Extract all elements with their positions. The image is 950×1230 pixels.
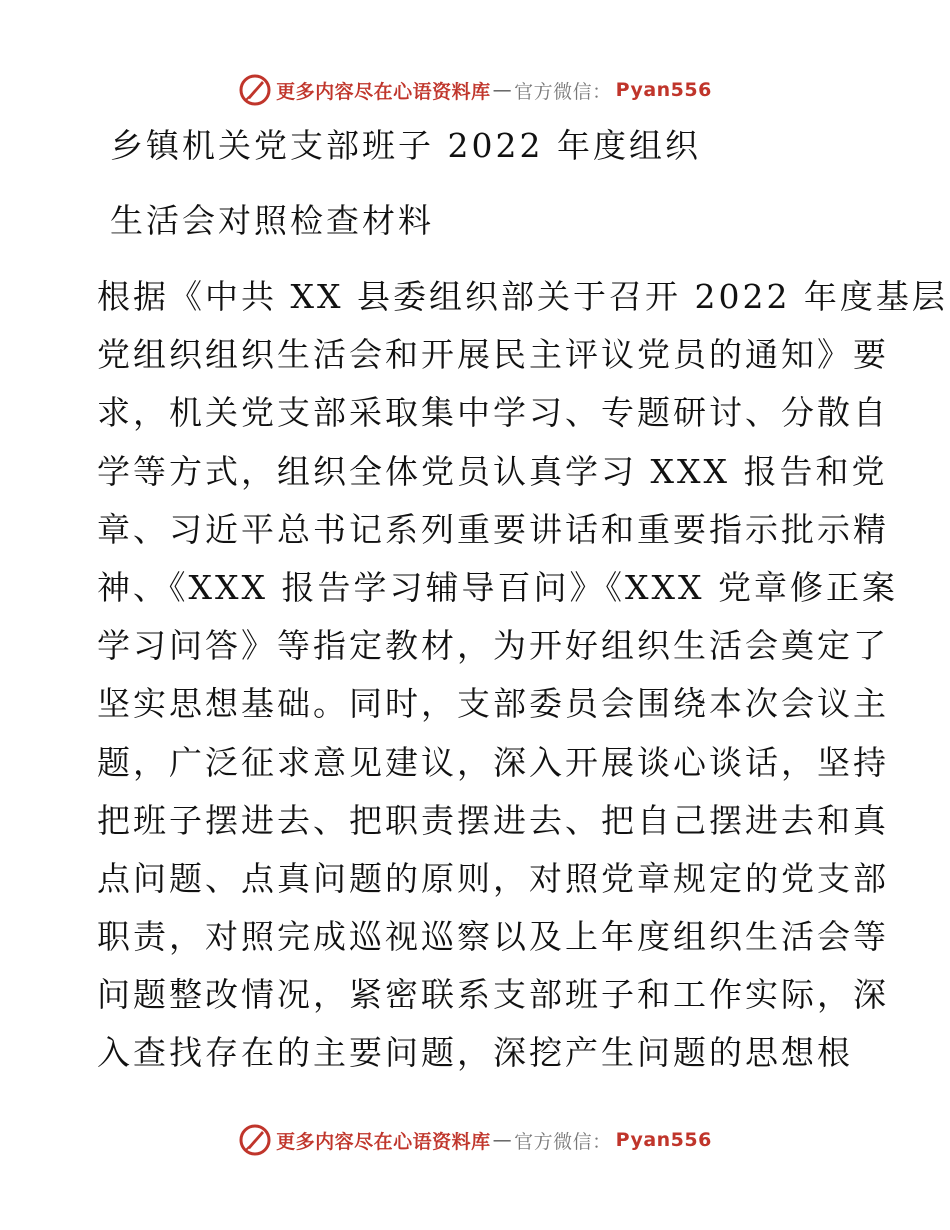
body-line: 点问题、点真问题的原则，对照党章规定的党支部 (97, 858, 889, 898)
watermark-main-text: 更多内容尽在心语资料库 (276, 1130, 491, 1153)
body-line: 学习问答》等指定教材，为开好组织生活会奠定了 (97, 626, 889, 666)
body-line: 入查找存在的主要问题，深挖产生问题的思想根 (97, 1033, 853, 1073)
watermark-dash: — (492, 79, 513, 101)
document-title-line-2: 生活会对照检查材料 (110, 201, 434, 240)
watermark-dash: — (492, 1129, 513, 1151)
document-title-line-1: 乡镇机关党支部班子 2022 年度组织 (110, 126, 701, 165)
watermark-wechat-label: 官方微信： (514, 1130, 612, 1153)
body-line: 学等方式，组织全体党员认真学习 XXX 报告和党 (97, 451, 888, 491)
quill-logo-icon (238, 1123, 272, 1157)
body-line: 把班子摆进去、把职责摆进去、把自己摆进去和真 (97, 800, 889, 840)
body-line: 题，广泛征求意见建议，深入开展谈心谈话，坚持 (97, 742, 889, 782)
body-line: 坚实思想基础。同时，支部委员会围绕本次会议主 (97, 684, 889, 724)
body-line: 根据《中共 XX 县委组织部关于召开 2022 年度基层 (97, 277, 948, 316)
document-body (97, 268, 948, 1083)
watermark-wechat-label: 官方微信： (514, 80, 612, 103)
body-line: 神、《XXX 报告学习辅导百问》《XXX 党章修正案 (97, 567, 898, 607)
body-line: 问题整改情况，紧密联系支部班子和工作实际，深 (97, 975, 889, 1015)
watermark-header (0, 70, 950, 110)
body-line: 章、习近平总书记系列重要讲话和重要指示批示精 (97, 509, 889, 549)
body-line: 职责，对照完成巡视巡察以及上年度组织生活会等 (97, 917, 889, 957)
quill-logo-icon (238, 73, 272, 107)
watermark-main-text: 更多内容尽在心语资料库 (276, 80, 491, 103)
body-line: 求，机关党支部采取集中学习、专题研讨、分散自 (97, 393, 889, 433)
body-line: 党组织组织生活会和开展民主评议党员的通知》要 (97, 335, 889, 375)
watermark-wechat-id: Pyan556 (615, 79, 712, 101)
watermark-footer (0, 1120, 950, 1160)
watermark-wechat-id: Pyan556 (615, 1129, 712, 1151)
